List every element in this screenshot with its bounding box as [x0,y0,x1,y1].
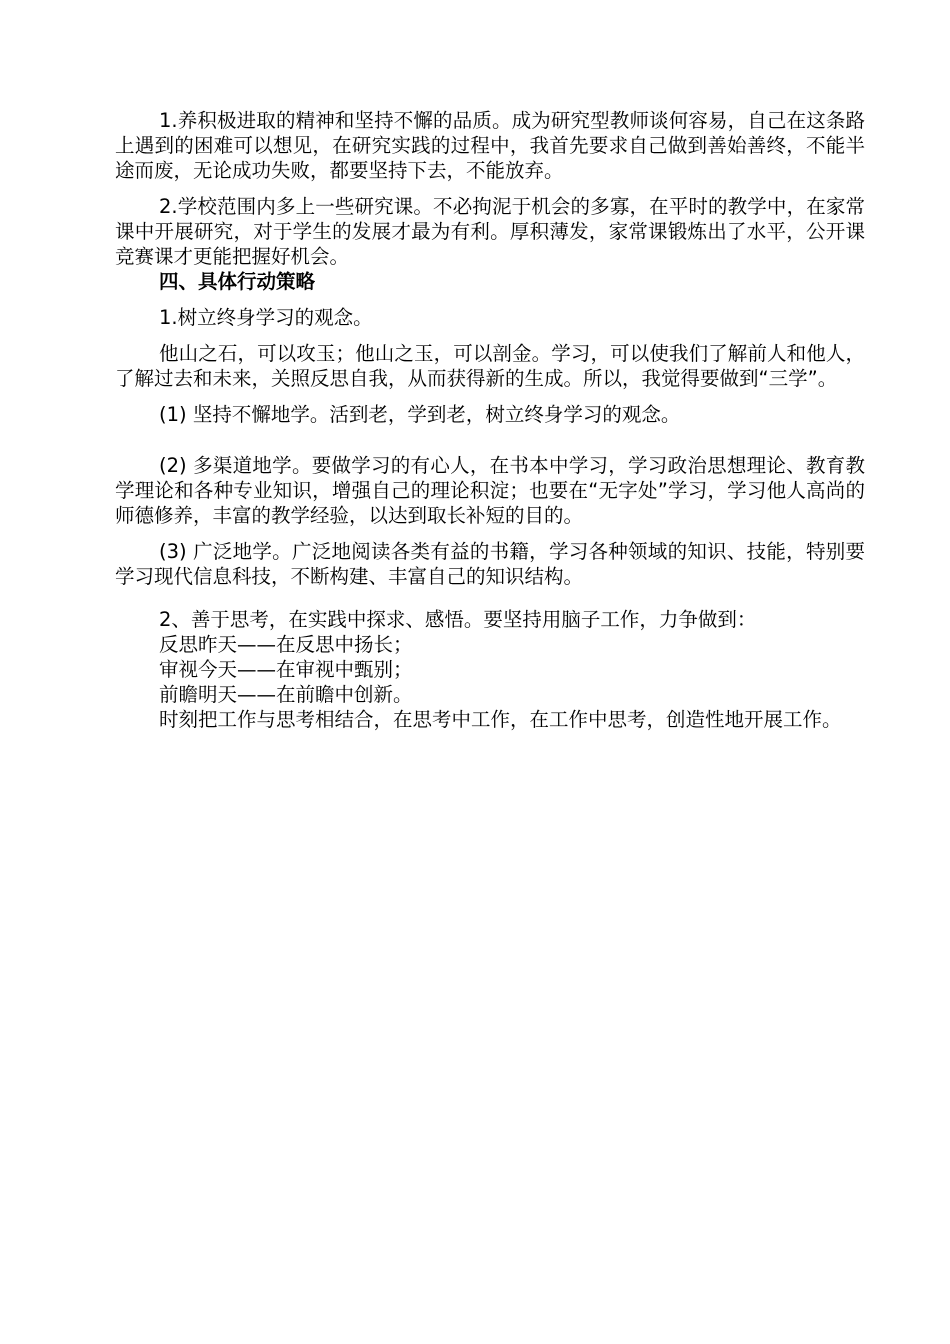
paragraph-three-learnings: 他山之石，可以攻玉；他山之玉，可以剖金。学习，可以使我们了解前人和他人，了解过去和未来，关照反思自我，从而获得新的生成。所以，我觉得要做到“三学”。 [115,342,865,390]
paragraph-lifelong-learning: 1.树立终身学习的观念。 [159,306,373,329]
line-look-ahead-tomorrow: 前瞻明天——在前瞻中创新。 [159,683,413,706]
paragraph-combine-work-thinking: 时刻把工作与思考相结合，在思考中工作，在工作中思考，创造性地开展工作。 [159,708,842,731]
paragraph-research-lessons: 2.学校范围内多上一些研究课。不必拘泥于机会的多寡，在平时的教学中，在家常课中开展研究，对于学生的发展才最为有利。厚积薄发，家常课锻炼出了水平，公开课竞赛课才更能把握好机会。 [115,195,865,268]
section-heading-action-strategy: 四、具体行动策略 [159,270,316,293]
line-reflect-yesterday: 反思昨天——在反思中扬长； [159,633,413,656]
paragraph-thinking: 2、善于思考，在实践中探求、感悟。要坚持用脑子工作，力争做到： [159,608,757,631]
list-item-learn-persistently: (1) 坚持不懈地学。活到老，学到老，树立终身学习的观念。 [159,403,681,426]
list-item-learn-broadly: (3) 广泛地学。广泛地阅读各类有益的书籍，学习各种领域的知识、技能，特别要学习现代信息科技，不断构建、丰富自己的知识结构。 [115,540,865,588]
list-item-learn-multichannel: (2) 多渠道地学。要做学习的有心人，在书本中学习，学习政治思想理论、教育教学理论和各种专业知识，增强自己的理论积淀；也要在“无字处”学习，学习他人高尚的师德修养，丰富的教学经验，以达到取长补短的目的。 [115,454,865,527]
paragraph-perseverance: 1.养积极进取的精神和坚持不懈的品质。成为研究型教师谈何容易，自己在这条路上遇到的困难可以想见，在研究实践的过程中，我首先要求自己做到善始善终，不能半途而废，无论成功失败，都要坚持下去，不能放弃。 [115,109,865,182]
line-examine-today: 审视今天——在审视中甄别； [159,658,413,681]
document-body [115,108,865,732]
